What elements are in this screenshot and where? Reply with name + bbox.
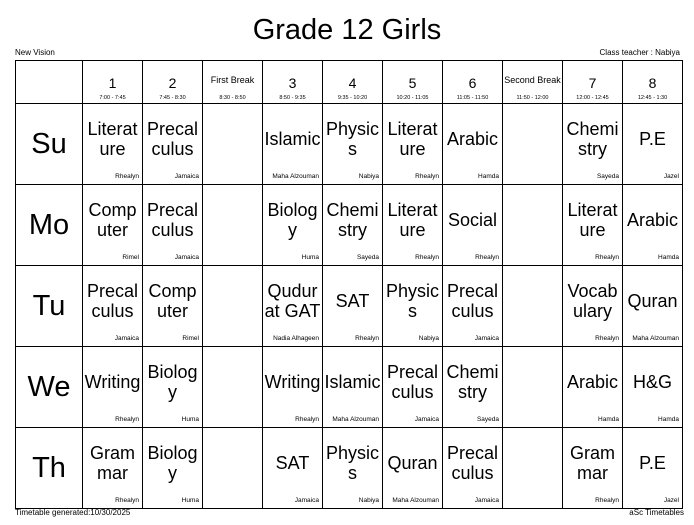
software-credit: aSc Timetables [629,508,684,517]
lesson-subject: Biology [267,200,318,240]
lesson-cell [83,428,143,509]
lesson-subject: Vocabulary [567,281,618,321]
lesson-teacher: Nabiya [358,173,379,180]
lesson-subject: Literature [387,200,438,240]
lesson-cell [623,428,683,509]
lesson-teacher: Rhealyn [115,173,139,180]
lesson-teacher: Rhealyn [595,254,619,261]
period-time: 12:00 - 12:45 [576,95,609,101]
lesson-cell [83,185,143,266]
lesson-cell [143,347,203,428]
lesson-subject: Literature [87,119,138,159]
period-number: 2 [168,75,177,91]
lesson-cell [323,266,383,347]
lesson-subject: P.E [639,453,666,473]
lesson-cell [443,266,503,347]
lesson-teacher: Maha Alzouman [392,497,439,504]
period-time: 10:20 - 11:05 [396,95,429,101]
lesson-subject: Quran [387,453,438,473]
lesson-teacher: Nadia Alhageen [273,335,319,342]
lesson-subject: SAT [335,291,370,311]
period-time: 11:05 - 11:50 [456,95,489,101]
lesson-subject: Physics [385,281,439,321]
header-row [16,61,683,104]
lesson-subject: Qudurat GAT [264,281,321,321]
lesson-teacher: Jamaica [114,335,139,342]
lesson-subject: Literature [387,119,438,159]
lesson-cell [263,347,323,428]
lesson-teacher: Huma [181,497,199,504]
lesson-teacher: Nabiya [358,497,379,504]
lesson-cell [443,347,503,428]
lesson-teacher: Jamaica [174,254,199,261]
lesson-cell [143,104,203,185]
lesson-subject: Chemistry [446,362,499,402]
lesson-teacher: Rhealyn [415,254,439,261]
break-cell [503,185,563,266]
period-header [83,61,143,104]
period-header [203,61,263,104]
lesson-teacher: Rhealyn [115,497,139,504]
lesson-teacher: Jazel [663,497,679,504]
period-number: 1 [108,75,117,91]
lesson-teacher: Jamaica [294,497,319,504]
lesson-subject: Precalculus [86,281,139,321]
lesson-teacher: Huma [181,416,199,423]
school-name: New Vision [15,48,55,57]
lesson-teacher: Rimel [182,335,199,342]
period-time: 8:50 - 9:35 [279,95,306,101]
lesson-teacher: Maha Alzouman [332,416,379,423]
lesson-cell [563,266,623,347]
day-name: Su [31,127,67,160]
day-name: Mo [28,208,70,241]
lesson-subject: Arabic [446,129,499,149]
day-row [16,428,683,509]
timetable-grid [15,60,683,509]
lesson-subject: Arabic [626,210,679,230]
lesson-teacher: Hamda [658,254,679,261]
lesson-subject: H&G [632,372,672,392]
break-cell [203,428,263,509]
lesson-subject: Grammar [90,443,135,483]
break-cell [203,104,263,185]
lesson-cell [383,428,443,509]
lesson-teacher: Hamda [598,416,619,423]
lesson-cell [263,104,323,185]
lesson-cell [263,266,323,347]
lesson-teacher: Huma [301,254,319,261]
break-cell [203,347,263,428]
period-header [623,61,683,104]
lesson-subject: Quran [627,291,678,311]
lesson-cell [263,428,323,509]
lesson-teacher: Hamda [658,416,679,423]
lesson-subject: Biology [147,362,198,402]
class-teacher: Class teacher : Nabiya [599,48,680,57]
lesson-cell [143,266,203,347]
lesson-cell [563,347,623,428]
lesson-subject: Islamic [264,129,321,149]
break-cell [503,347,563,428]
lesson-teacher: Maha Alzouman [632,335,679,342]
lesson-cell [323,185,383,266]
period-number: 6 [468,75,477,91]
lesson-subject: SAT [275,453,310,473]
lesson-teacher: Jamaica [174,173,199,180]
lesson-teacher: Maha Alzouman [272,173,319,180]
lesson-teacher: Jamaica [414,416,439,423]
lesson-cell [443,104,503,185]
period-time: 9:35 - 10:20 [337,95,368,101]
day-cell [16,347,83,428]
lesson-subject: Precalculus [446,443,499,483]
lesson-subject: Literature [567,200,618,240]
lesson-teacher: Rhealyn [475,254,499,261]
period-number: 3 [288,75,297,91]
lesson-subject: Physics [325,119,379,159]
lesson-subject: Grammar [570,443,615,483]
lesson-teacher: Jazel [663,173,679,180]
lesson-cell [383,185,443,266]
lesson-subject: Arabic [566,372,619,392]
lesson-subject: Precalculus [146,119,199,159]
day-cell [16,185,83,266]
lesson-subject: Precalculus [446,281,499,321]
lesson-cell [83,104,143,185]
lesson-cell [563,104,623,185]
corner-cell [16,61,83,104]
lesson-teacher: Rhealyn [595,497,619,504]
break-cell [203,266,263,347]
lesson-subject: Physics [325,443,379,483]
period-time: 12:45 - 1:30 [637,95,668,101]
lesson-subject: Precalculus [146,200,199,240]
lesson-teacher: Rhealyn [415,173,439,180]
lesson-teacher: Nabiya [418,335,439,342]
lesson-teacher: Rhealyn [115,416,139,423]
period-header [443,61,503,104]
lesson-cell [143,428,203,509]
day-row [16,104,683,185]
period-number: 5 [408,75,417,91]
lesson-cell [623,104,683,185]
break-cell [503,104,563,185]
timetable-title: Grade 12 Girls [252,14,442,46]
lesson-teacher: Jamaica [474,497,499,504]
period-time: 8:30 - 8:50 [219,95,246,101]
period-number: 4 [348,75,357,91]
period-header [323,61,383,104]
lesson-teacher: Rhealyn [595,335,619,342]
lesson-subject: Islamic [324,372,381,392]
lesson-cell [623,185,683,266]
lesson-cell [83,347,143,428]
period-time: 7:45 - 8:30 [159,95,186,101]
lesson-cell [623,347,683,428]
lesson-subject: P.E [639,129,666,149]
day-cell [16,104,83,185]
lesson-teacher: Jamaica [474,335,499,342]
lesson-cell [323,428,383,509]
lesson-subject: Biology [147,443,198,483]
period-header [563,61,623,104]
day-cell [16,266,83,347]
break-cell [203,185,263,266]
lesson-cell [83,266,143,347]
lesson-cell [323,104,383,185]
day-row [16,347,683,428]
period-number: 8 [648,75,657,91]
lesson-subject: Computer [148,281,197,321]
day-row [16,185,683,266]
day-row [16,266,683,347]
lesson-teacher: Sayeda [476,416,499,423]
lesson-cell [263,185,323,266]
lesson-subject: Computer [88,200,137,240]
lesson-cell [563,185,623,266]
lesson-teacher: Rimel [122,254,139,261]
lesson-teacher: Sayeda [356,254,379,261]
break-label: First Break [210,75,255,85]
day-name: Th [32,451,66,484]
period-header [383,61,443,104]
lesson-subject: Chemistry [326,200,379,240]
period-header [143,61,203,104]
lesson-cell [323,347,383,428]
lesson-cell [383,347,443,428]
lesson-teacher: Hamda [478,173,499,180]
lesson-teacher: Sayeda [596,173,619,180]
period-header [263,61,323,104]
lesson-cell [383,104,443,185]
lesson-cell [563,428,623,509]
period-number: 7 [588,75,597,91]
lesson-subject: Precalculus [386,362,439,402]
lesson-teacher: Rhealyn [295,416,319,423]
break-cell [503,266,563,347]
day-name: Tu [32,289,66,322]
lesson-subject: Writing [84,372,141,392]
lesson-cell [443,185,503,266]
period-time: 11:50 - 12:00 [516,95,549,101]
generated-date: Timetable generated:10/30/2025 [15,508,131,517]
day-cell [16,428,83,509]
lesson-cell [383,266,443,347]
lesson-teacher: Rhealyn [355,335,379,342]
lesson-subject: Social [447,210,498,230]
lesson-subject: Chemistry [566,119,619,159]
period-header [503,61,563,104]
period-time: 7:00 - 7:45 [99,95,126,101]
lesson-cell [443,428,503,509]
break-label: Second Break [504,75,561,85]
lesson-cell [143,185,203,266]
lesson-subject: Writing [264,372,321,392]
lesson-cell [623,266,683,347]
break-cell [503,428,563,509]
day-name: We [27,370,71,403]
